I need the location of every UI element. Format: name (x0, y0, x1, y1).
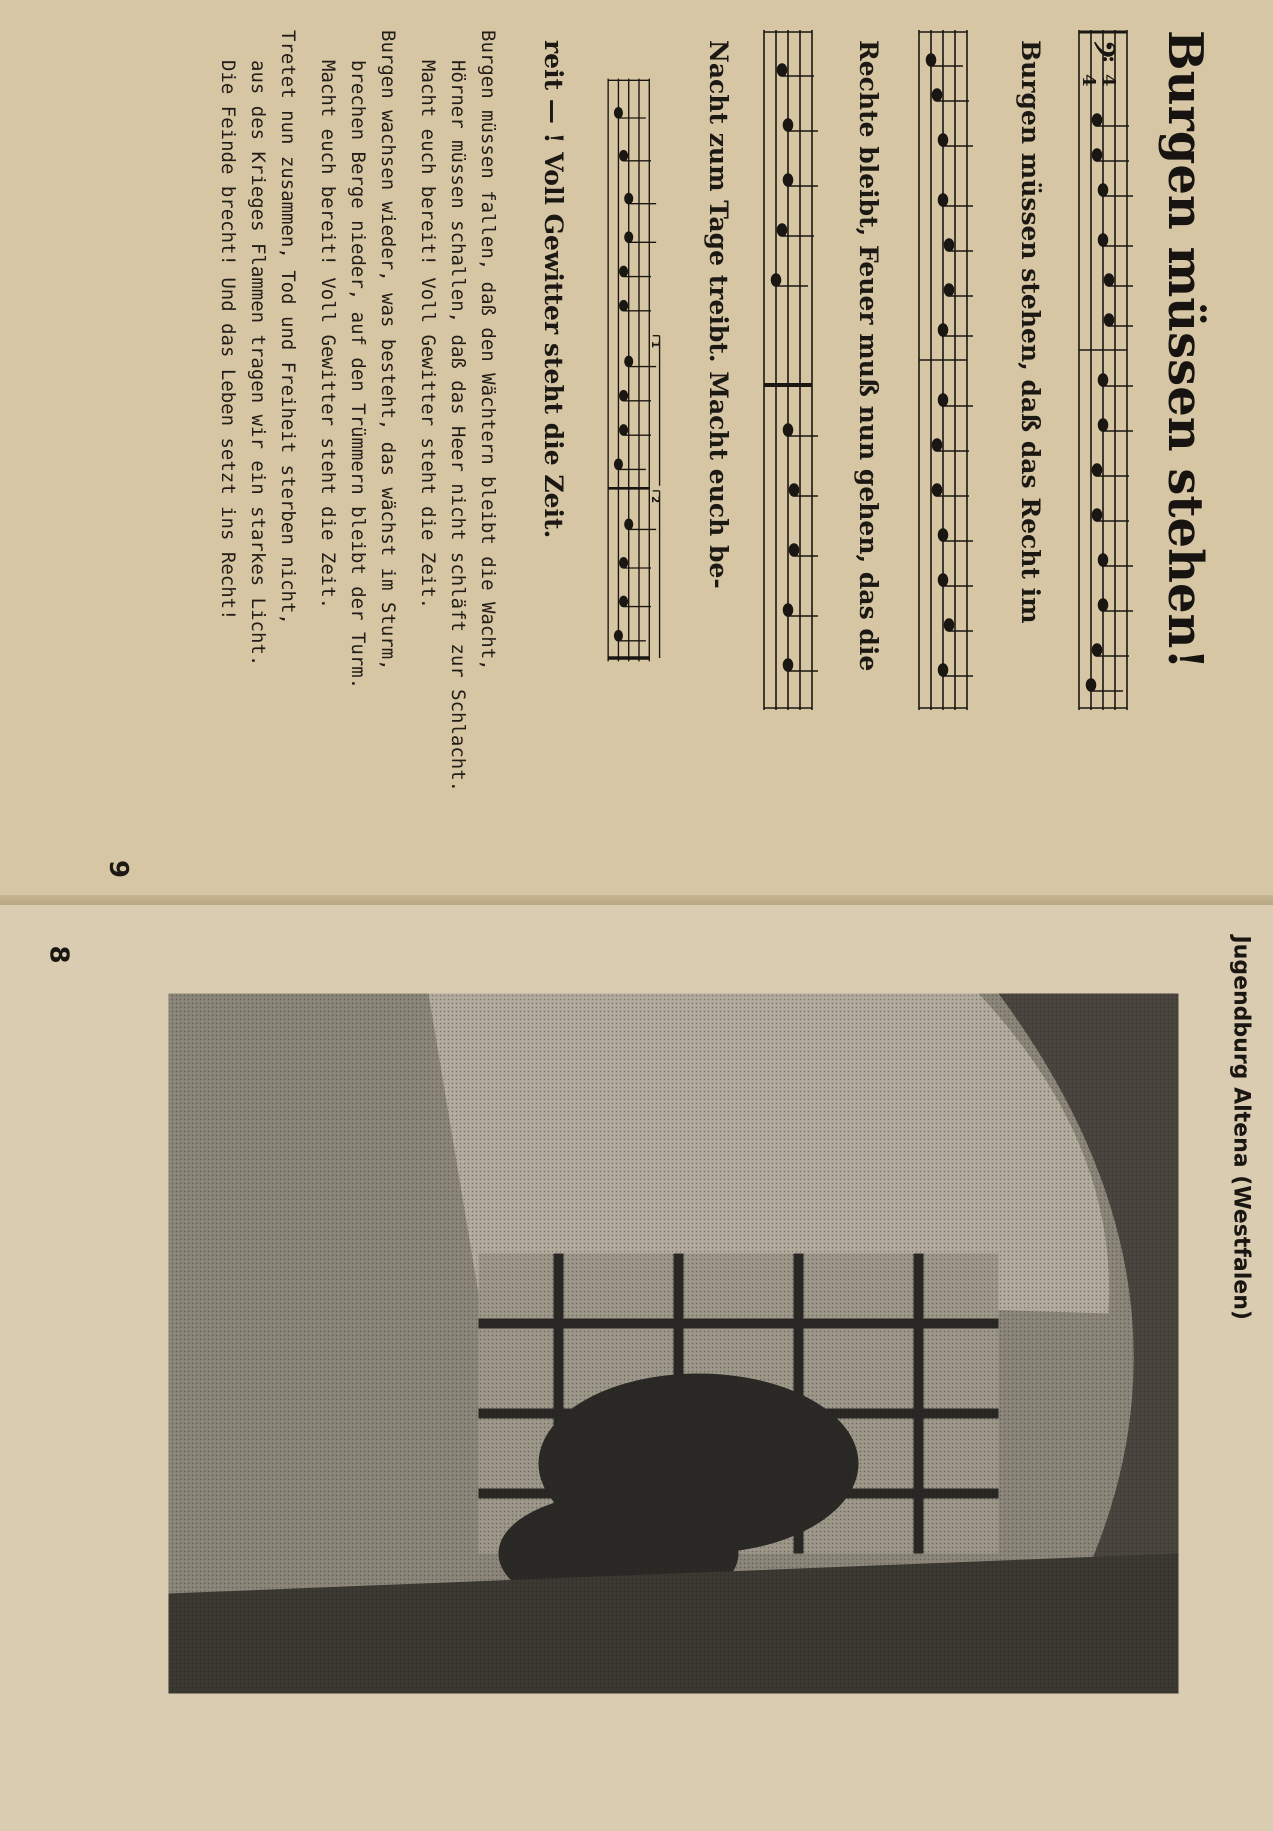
song-page (0, 0, 1273, 905)
verse-1-line-2: Hörner müssen schallen, daß das Heer nicht schläft zur Schlacht. (447, 60, 469, 793)
photo-caption: Jugendburg Altena (Westfalen) (1228, 935, 1253, 1320)
page-number-8: 8 (43, 945, 73, 964)
verse-3-line-1: Tretet nun zusammen, Tod und Freiheit sterben nicht, (277, 30, 299, 625)
verse-2-line-2: brechen Berge nieder, auf den Trümmern bleibt der Turm. (347, 60, 369, 690)
lyric-line-1: Burgen müssen stehen, daß das Recht im (1016, 40, 1045, 624)
lyric-line-4: reit — ! Voll Gewitter steht die Zeit. (539, 40, 568, 539)
verse-1-line-1: Burgen müssen fallen, daß den Wächtern bleibt die Wacht, (477, 30, 499, 671)
verse-2-line-1: Burgen wachsen wieder, was besteht, das wächst im Sturm, (377, 30, 399, 671)
music-staff-4 (603, 30, 663, 710)
svg-text:4: 4 (1098, 74, 1119, 87)
verse-3-line-3: Die Feinde brecht! Und das Leben setzt ins Recht! (217, 60, 239, 621)
lyric-line-2: Rechte bleibt, Feuer muß nun gehen, das die (854, 40, 883, 672)
music-staff-2 (913, 30, 973, 710)
page-number-9: 9 (103, 860, 133, 879)
photo-page (0, 905, 1273, 1831)
song-title: Burgen müssen stehen! (1157, 30, 1213, 670)
svg-text:4: 4 (1078, 74, 1099, 87)
ending-mark-2: 2 (648, 496, 661, 504)
lyric-line-3: Nacht zum Tage treibt. Macht euch be- (704, 40, 733, 589)
ending-mark-1: 1 (648, 340, 661, 349)
verse-3-line-2: aus des Krieges Flammen tragen wir ein starkes Licht. (247, 60, 269, 667)
castle-courtyard-photo (168, 993, 1178, 1693)
photo-illustration (168, 993, 1178, 1693)
svg-text:𝄢: 𝄢 (1080, 40, 1120, 62)
music-staff-1 (1073, 30, 1133, 710)
verse-1 (413, 30, 503, 792)
song-page-content (0, 0, 1273, 905)
verse-2 (313, 30, 403, 689)
photo-page-content (0, 905, 1273, 1831)
music-staff-3 (758, 30, 818, 710)
verse-2-line-3: Macht euch bereit! Voll Gewitter steht die Zeit. (317, 60, 339, 610)
verse-3 (213, 30, 303, 666)
verse-1-line-3: Macht euch bereit! Voll Gewitter steht die Zeit. (417, 60, 439, 610)
